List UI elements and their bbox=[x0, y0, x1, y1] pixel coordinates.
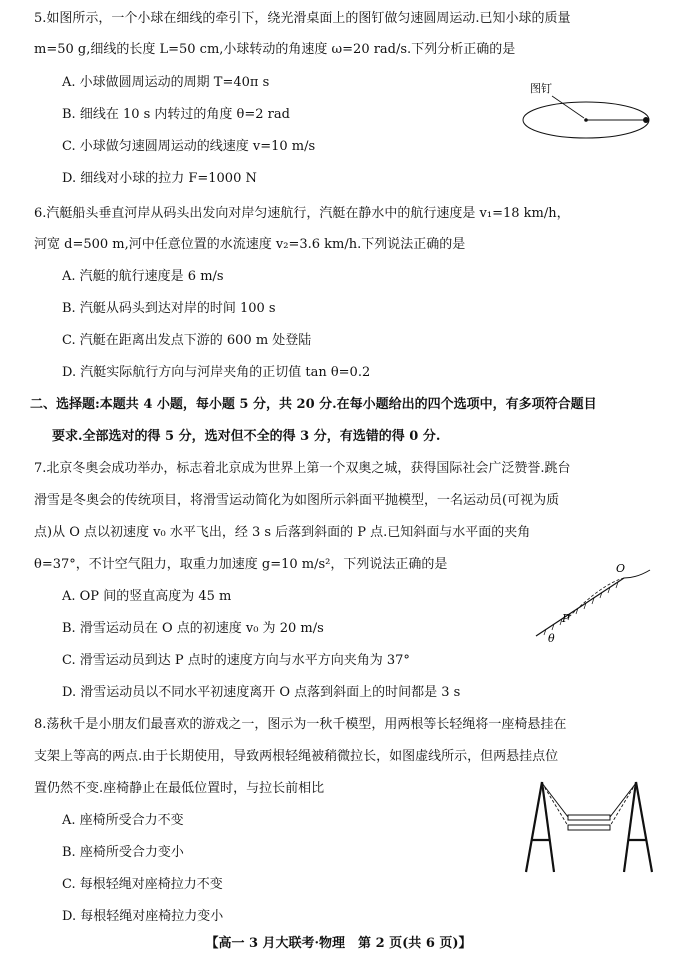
q7-slope bbox=[536, 578, 624, 636]
q5-ball bbox=[643, 117, 649, 123]
q7-option-d: D. 滑雪运动员以不同水平初速度离开 O 点落到斜面上的时间都是 3 s bbox=[62, 685, 461, 700]
q5-figure-circular-motion bbox=[522, 78, 657, 148]
q8-left-frame bbox=[526, 782, 554, 872]
q5-stem-line1: 5.如图所示，一个小球在细线的牵引下，绕光滑桌面上的图钉做匀速圆周运动.已知小球的质量 bbox=[34, 11, 571, 26]
q8-stem-line3: 置仍然不变.座椅静止在最低位置时，与拉长前相比 bbox=[34, 781, 325, 796]
q7-option-b: B. 滑雪运动员在 O 点的初速度 v₀ 为 20 m/s bbox=[62, 621, 324, 636]
q7-figure-ski-jump bbox=[532, 562, 652, 644]
q6-option-a: A. 汽艇的航行速度是 6 m/s bbox=[62, 269, 224, 284]
q7-option-c: C. 滑雪运动员到达 P 点时的速度方向与水平方向夹角为 37° bbox=[62, 653, 410, 668]
q5-pin-label: 图钉 bbox=[530, 82, 552, 95]
q8-stem-line1: 8.荡秋千是小朋友们最喜欢的游戏之一，图示为一秋千模型，用两根等长轻绳将一座椅悬挂在 bbox=[34, 717, 567, 732]
q5-stem-line2: m=50 g,细线的长度 L=50 cm,小球转动的角速度 ω=20 rad/s.下列分析正确的是 bbox=[34, 42, 516, 57]
q6-stem-line2: 河宽 d=500 m,河中任意位置的水流速度 v₂=3.6 km/h.下列说法正确的是 bbox=[34, 237, 466, 252]
q8-figure-swing bbox=[522, 780, 657, 875]
q7-stem-line2: 滑雪是冬奥会的传统项目，将滑雪运动简化为如图所示斜面平抛模型，一名运动员(可视为质 bbox=[34, 493, 560, 508]
q5-pin bbox=[584, 118, 588, 122]
q7-label-theta: θ bbox=[548, 632, 555, 645]
q6-stem-line1: 6.汽艇船头垂直河岸从码头出发向对岸匀速航行，汽艇在静水中的航行速度是 v₁=18 km/h， bbox=[34, 206, 570, 221]
section2-heading-line2: 要求.全部选对的得 5 分，选对但不全的得 3 分，有选错的得 0 分. bbox=[52, 429, 441, 444]
q7-stem-line3: 点)从 O 点以初速度 v₀ 水平飞出，经 3 s 后落到斜面的 P 点.已知斜面与水平面的夹角 bbox=[34, 525, 531, 540]
q8-right-frame bbox=[624, 782, 652, 872]
q8-stem-line2: 支架上等高的两点.由于长期使用，导致两根轻绳被稍微拉长，如图虚线所示，但两悬挂点位 bbox=[34, 749, 559, 764]
q5-option-a: A. 小球做圆周运动的周期 T=40π s bbox=[62, 75, 270, 90]
q5-option-d: D. 细线对小球的拉力 F=1000 N bbox=[62, 171, 257, 186]
q7-option-a: A. OP 间的竖直高度为 45 m bbox=[62, 589, 232, 604]
q8-option-c: C. 每根轻绳对座椅拉力不变 bbox=[62, 877, 223, 892]
q7-label-p: P bbox=[562, 612, 570, 625]
q8-ropes-original bbox=[542, 783, 636, 817]
q6-option-b: B. 汽艇从码头到达对岸的时间 100 s bbox=[62, 301, 276, 316]
q7-stem-line1: 7.北京冬奥会成功举办，标志着北京成为世界上第一个双奥之城，获得国际社会广泛赞誉.跳台 bbox=[34, 461, 571, 476]
q6-option-d: D. 汽艇实际航行方向与河岸夹角的正切值 tan θ=0.2 bbox=[62, 365, 371, 380]
q8-option-a: A. 座椅所受合力不变 bbox=[62, 813, 184, 828]
q7-label-o: O bbox=[616, 562, 626, 575]
q5-label-leader bbox=[552, 96, 584, 118]
q8-option-b: B. 座椅所受合力变小 bbox=[62, 845, 184, 860]
q8-option-d: D. 每根轻绳对座椅拉力变小 bbox=[62, 909, 224, 924]
q7-stem-line4: θ=37°，不计空气阻力，取重力加速度 g=10 m/s²，下列说法正确的是 bbox=[34, 557, 448, 572]
q8-seat-stretched bbox=[568, 825, 610, 830]
section2-heading-line1: 二、选择题:本题共 4 小题，每小题 5 分，共 20 分.在每小题给出的四个选项中，有多项符合题目 bbox=[30, 397, 597, 412]
q8-seat-original bbox=[568, 815, 610, 820]
q6-option-c: C. 汽艇在距离出发点下游的 600 m 处登陆 bbox=[62, 333, 312, 348]
q5-option-b: B. 细线在 10 s 内转过的角度 θ=2 rad bbox=[62, 107, 290, 122]
q5-option-c: C. 小球做匀速圆周运动的线速度 v=10 m/s bbox=[62, 139, 316, 154]
q7-ramp bbox=[624, 570, 650, 578]
page-footer: 【高一 3 月大联考·物理 第 2 页(共 6 页)】 bbox=[205, 936, 472, 951]
